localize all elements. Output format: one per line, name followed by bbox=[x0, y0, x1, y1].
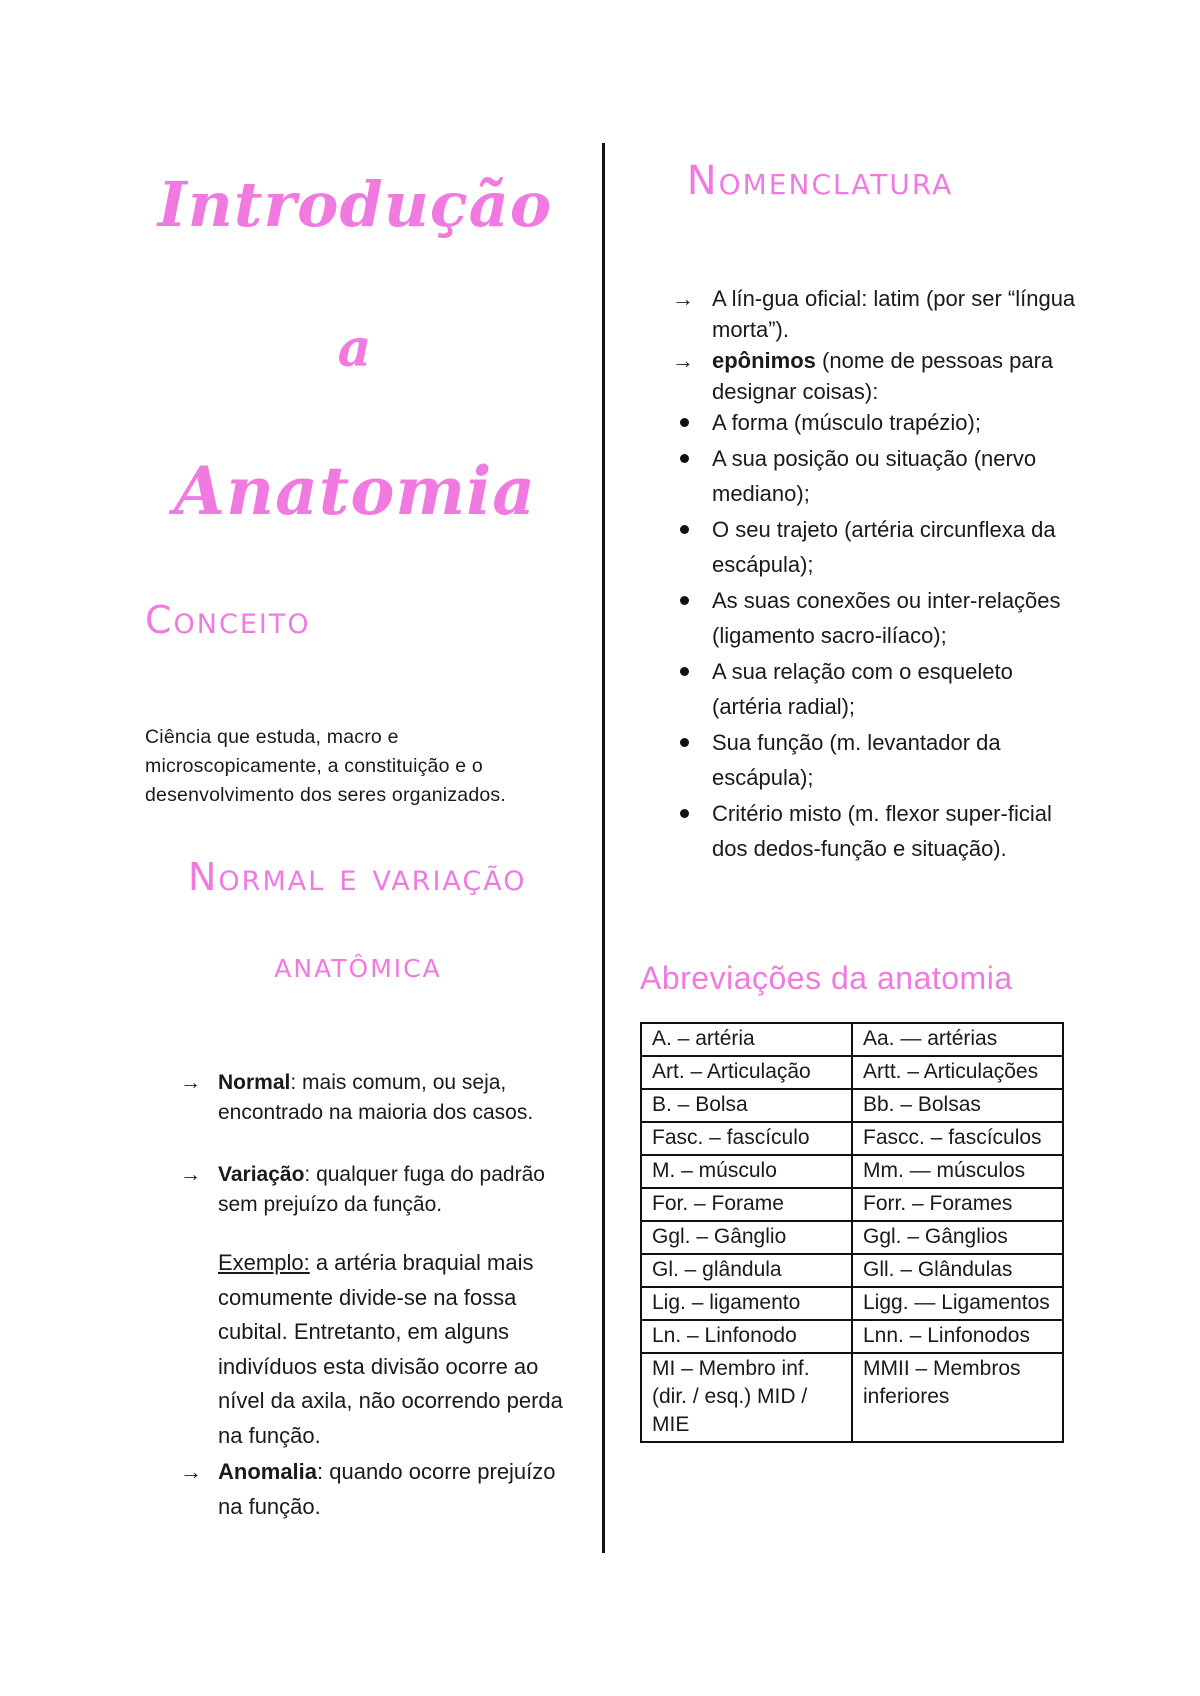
list-item bbox=[672, 583, 1082, 654]
table-cell: Ggl. – Gânglio bbox=[641, 1221, 852, 1254]
arrow-icon: → bbox=[672, 348, 694, 373]
list-item bbox=[672, 405, 1082, 441]
list-item bbox=[672, 345, 1082, 407]
bullet-icon bbox=[680, 525, 689, 534]
table-cell: Lnn. – Linfonodos bbox=[852, 1320, 1063, 1353]
table-row bbox=[641, 1221, 1063, 1254]
term-variacao: Variação bbox=[218, 1163, 305, 1186]
table-cell: Gl. – glândula bbox=[641, 1254, 852, 1287]
list-item bbox=[672, 725, 1082, 796]
list-item bbox=[672, 654, 1082, 725]
conceito-heading: Conceito bbox=[145, 598, 311, 642]
table-row bbox=[641, 1320, 1063, 1353]
bullet-icon bbox=[680, 809, 689, 818]
term-eponimos: epônimos bbox=[712, 348, 816, 373]
table-cell: Bb. – Bolsas bbox=[852, 1089, 1063, 1122]
arrow-icon: → bbox=[672, 286, 694, 311]
table-cell: Lig. – ligamento bbox=[641, 1287, 852, 1320]
table-cell: For. – Forame bbox=[641, 1188, 852, 1221]
normal-list-item bbox=[180, 1068, 560, 1128]
nomenclatura-heading: Nomenclatura bbox=[686, 158, 954, 204]
nomenclatura-arrow-list bbox=[672, 283, 1082, 407]
abreviacoes-table bbox=[640, 1022, 1064, 1443]
title-line-1: Introdução bbox=[157, 168, 553, 241]
list-item-text: A forma (músculo trapézio); bbox=[712, 410, 981, 435]
table-cell: Gll. – Glândulas bbox=[852, 1254, 1063, 1287]
list-item-text: O seu trajeto (artéria circunflexa da escápula); bbox=[712, 516, 1056, 577]
table-cell: Ggl. – Gânglios bbox=[852, 1221, 1063, 1254]
list-item-text: As suas conexões ou inter-relações (ligamento sacro-ilíaco); bbox=[712, 587, 1061, 648]
list-item-text: Sua função (m. levantador da escápula); bbox=[712, 729, 1001, 790]
arrow-icon: → bbox=[180, 1071, 201, 1094]
term-anomalia-text: : quando ocorre prejuízo na função. bbox=[218, 1459, 556, 1519]
arrow-icon: → bbox=[180, 1459, 202, 1484]
table-cell: MMII – Membros inferiores bbox=[852, 1353, 1063, 1442]
example-text: a artéria braquial mais comumente divide-se na fossa cubital. Entretanto, em alguns indivíduos esta divisão ocorre ao nível da axila, não ocorrendo perda na função. bbox=[218, 1250, 563, 1448]
table-cell: Ln. – Linfonodo bbox=[641, 1320, 852, 1353]
list-item-text: (nome de pessoas para designar coisas): bbox=[712, 348, 1054, 404]
table-cell: MI – Membro inf. (dir. / esq.) MID / MIE bbox=[641, 1353, 852, 1442]
example-paragraph bbox=[218, 1246, 568, 1453]
table-row bbox=[641, 1188, 1063, 1221]
table-cell: Mm. — músculos bbox=[852, 1155, 1063, 1188]
title-line-3: Anatomia bbox=[173, 452, 537, 530]
nomenclatura-bullet-list bbox=[672, 405, 1082, 867]
table-row bbox=[641, 1353, 1063, 1442]
table-cell: M. – músculo bbox=[641, 1155, 852, 1188]
term-normal: Normal bbox=[218, 1071, 291, 1094]
bullet-icon bbox=[680, 418, 689, 427]
table-cell: A. – artéria bbox=[641, 1023, 852, 1056]
list-item bbox=[672, 512, 1082, 583]
list-item-text: A sua posição ou situação (nervo mediano); bbox=[712, 445, 1037, 506]
list-item-text: Critério misto (m. flexor super-ficial dos dedos-função e situação). bbox=[712, 800, 1052, 861]
table-cell: Ligg. — Ligamentos bbox=[852, 1287, 1063, 1320]
table-row bbox=[641, 1089, 1063, 1122]
title-line-2: a bbox=[337, 318, 373, 379]
table-cell: Forr. – Forames bbox=[852, 1188, 1063, 1221]
list-item-text: A lín-gua oficial: latim (por ser “língua morta”). bbox=[712, 286, 1076, 342]
list-item bbox=[672, 283, 1082, 345]
normal-heading-line-2: anatômica bbox=[274, 945, 442, 986]
arrow-icon: → bbox=[180, 1163, 201, 1186]
bullet-icon bbox=[680, 738, 689, 747]
column-divider bbox=[602, 143, 605, 1553]
bullet-icon bbox=[680, 596, 689, 605]
variacao-list-item bbox=[180, 1160, 560, 1220]
table-cell: Fascc. – fascículos bbox=[852, 1122, 1063, 1155]
table-cell: Fasc. – fascículo bbox=[641, 1122, 852, 1155]
list-item bbox=[672, 796, 1082, 867]
abreviacoes-heading: Abreviações da anatomia bbox=[640, 960, 1013, 996]
term-variacao-text: : qualquer fuga do padrão sem prejuízo da função. bbox=[218, 1163, 545, 1216]
bullet-icon bbox=[680, 667, 689, 676]
table-cell: Art. – Articulação bbox=[641, 1056, 852, 1089]
table-row bbox=[641, 1023, 1063, 1056]
table-cell: Aa. — artérias bbox=[852, 1023, 1063, 1056]
table-cell: B. – Bolsa bbox=[641, 1089, 852, 1122]
table-row bbox=[641, 1122, 1063, 1155]
bullet-icon bbox=[680, 454, 689, 463]
term-anomalia: Anomalia bbox=[218, 1459, 318, 1484]
table-row bbox=[641, 1287, 1063, 1320]
table-row bbox=[641, 1056, 1063, 1089]
normal-heading-line-1: Normal e variação bbox=[188, 855, 527, 899]
conceito-text: Ciência que estuda, macro e microscopicamente, a constituição e o desenvolvimento dos seres organizados. bbox=[145, 726, 506, 806]
table-row bbox=[641, 1254, 1063, 1287]
anomalia-list-item bbox=[180, 1455, 560, 1524]
term-normal-text: : mais comum, ou seja, encontrado na maioria dos casos. bbox=[218, 1071, 534, 1124]
example-label: Exemplo: bbox=[218, 1250, 310, 1275]
table-row bbox=[641, 1155, 1063, 1188]
list-item-text: A sua relação com o esqueleto (artéria radial); bbox=[712, 658, 1013, 719]
list-item bbox=[672, 441, 1082, 512]
table-cell: Artt. – Articulações bbox=[852, 1056, 1063, 1089]
